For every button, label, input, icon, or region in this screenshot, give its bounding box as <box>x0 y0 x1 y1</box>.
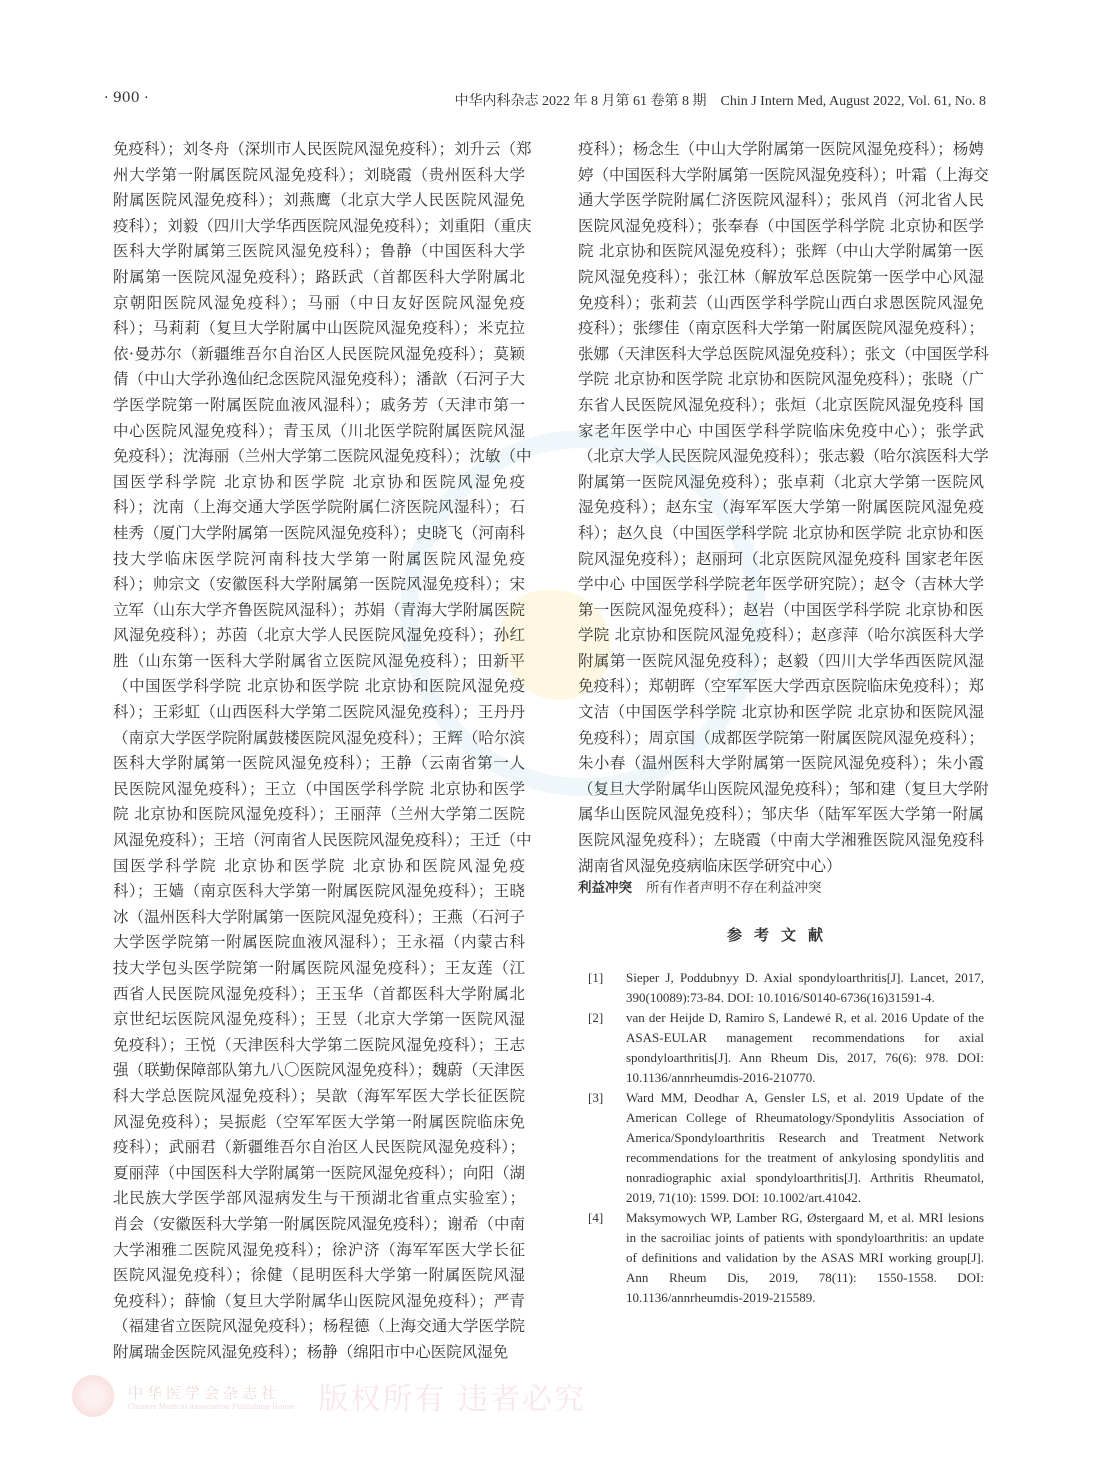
reference-text: Ward MM, Deodhar A, Gensler LS, et al. 2019 Update of the American College of Rheumatology/Spondylitis Association of America/Spondyloarthritis Research and Treatment Network recommendations for the treatment of ankylosing spondylitis and nonradiographic axial spondyloarthritis[J]. Arthritis Rheumatol, 2019, 71(10): 1599. DOI: 10.1002/art.41042. <box>626 1090 984 1205</box>
text-line: 疫科）；武丽君（新疆维吾尔自治区人民医院风湿免疫科）； <box>113 1138 525 1157</box>
text-line: 医院风湿免疫科）；徐健（昆明医科大学第一附属医院风湿 <box>113 1266 525 1285</box>
text-line: 家老年医学中心 中国医学科学院临床免疫中心）；张学武 <box>578 421 984 440</box>
text-line: 朱小春（温州医科大学附属第一医院风湿免疫科）；朱小霞 <box>578 754 984 773</box>
text-line: 风湿免疫科）；吴振彪（空军军医大学第一附属医院临床免 <box>113 1112 525 1131</box>
text-line: 学院 北京协和医院风湿免疫科）；赵彦萍（哈尔滨医科大学 <box>578 626 984 645</box>
reference-number: [2] <box>588 1010 604 1025</box>
text-line: 湖南省风湿免疫病临床医学研究中心） <box>578 856 842 875</box>
text-line: 婷（中国医科大学附属第一医院风湿免疫科）；叶霜（上海交 <box>578 165 989 184</box>
reference-number: [4] <box>588 1210 604 1225</box>
text-line: 科）；王彩虹（山西医科大学第二医院风湿免疫科）；王丹丹 <box>113 703 525 722</box>
text-line: 医院风湿免疫科）；左晓霞（中南大学湘雅医院风湿免疫科 <box>578 831 984 850</box>
reference-text: van der Heijde D, Ramiro S, Landewé R, et al. 2016 Update of the ASAS-EULAR management recommendations for axial spondyloarthritis[J]. Ann Rheum Dis, 2017, 76(6): 978. DOI: 10.1136/annrheumdis-2016-210770. <box>626 1010 984 1085</box>
text-line: 张娜（天津医科大学总医院风湿免疫科）；张文（中国医学科 <box>578 344 989 363</box>
conflict-text: 所有作者声明不存在利益冲突 <box>646 880 822 896</box>
text-line: 附属医院风湿免疫科）；刘燕鹰（北京大学人民医院风湿免 <box>113 191 525 210</box>
text-line: 民医院风湿免疫科）；王立（中国医学科学院 北京协和医学 <box>113 779 525 798</box>
publisher-name: 中华医学会杂志社 <box>128 1383 281 1402</box>
text-line: 医院风湿免疫科）；张奉春（中国医学科学院 北京协和医学 <box>578 216 984 235</box>
conflict-label: 利益冲突 <box>578 880 632 896</box>
text-line: 免疫科）；沈海丽（兰州大学第二医院风湿免疫科）；沈敏（中 <box>113 447 532 466</box>
text-line: 桂秀（厦门大学附属第一医院风湿免疫科）；史晓飞（河南科 <box>113 523 525 542</box>
text-line: 学医学院第一附属医院血液风湿科）；戚务芳（天津市第一 <box>113 395 525 414</box>
text-line: 科）；沈南（上海交通大学医学院附属仁济医院风湿科）；石 <box>113 498 525 517</box>
text-line: 属华山医院风湿免疫科）；邹庆华（陆军军医大学第一附属 <box>578 805 984 824</box>
text-line: 学院 北京协和医学院 北京协和医院风湿免疫科）；张晓（广 <box>578 370 984 389</box>
text-line: 夏丽萍（中国医科大学附属第一医院风湿免疫科）；向阳（湖 <box>113 1163 525 1182</box>
text-line: 院风湿免疫科）；张江林（解放军总医院第一医学中心风湿 <box>578 267 984 286</box>
text-line: 科）；帅宗文（安徽医科大学附属第一医院风湿免疫科）；宋 <box>113 575 525 594</box>
copyright-notice: 版权所有 违者必究 <box>318 1382 586 1417</box>
reference-item <box>588 1008 984 1088</box>
flower-logo-icon <box>72 1375 114 1417</box>
text-line: （复旦大学附属华山医院风湿免疫科）；邹和建（复旦大学附 <box>578 779 989 798</box>
text-line: 国医学科学院 北京协和医学院 北京协和医院风湿免疫 <box>113 856 525 875</box>
text-line: 肖会（安徽医科大学第一附属医院风湿免疫科）；谢希（中南 <box>113 1214 525 1233</box>
text-line: 学中心 中国医学科学院老年医学研究院）；赵令（吉林大学 <box>578 575 984 594</box>
text-line: 冰（温州医科大学附属第一医院风湿免疫科）；王燕（石河子 <box>113 907 525 926</box>
text-line: 文洁（中国医学科学院 北京协和医学院 北京协和医院风湿 <box>578 703 984 722</box>
text-line: 技大学临床医学院河南科技大学第一附属医院风湿免疫 <box>113 549 525 568</box>
text-line: 依·曼苏尔（新疆维吾尔自治区人民医院风湿免疫科）；莫颖 <box>113 344 525 363</box>
text-line: （福建省立医院风湿免疫科）；杨程德（上海交通大学医学院 <box>113 1317 525 1336</box>
text-line: 免疫科）；郑朝晖（空军军医大学西京医院临床免疫科）；郑 <box>578 677 984 696</box>
text-line: 京世纪坛医院风湿免疫科）；王昱（北京大学第一医院风湿 <box>113 1010 525 1029</box>
reference-text: Maksymowych WP, Lamber RG, Østergaard M, et al. MRI lesions in the sacroiliac joints of patients with spondyloarthritis: an update of definitions and validation by the ASAS MRI working group[J]. Ann Rheum Dis, 2019, 78(11): 1550-1558. DOI: 10.1136/annrheumdis-2019-215589. <box>626 1210 984 1305</box>
reference-item <box>588 1208 984 1308</box>
text-line: 湿免疫科）；赵东宝（海军军医大学第一附属医院风湿免疫 <box>578 498 984 517</box>
text-line: （北京大学人民医院风湿免疫科）；张志毅（哈尔滨医科大学 <box>578 447 989 466</box>
text-line: 疫科）；刘毅（四川大学华西医院风湿免疫科）；刘重阳（重庆 <box>113 216 532 235</box>
text-line: （中国医学科学院 北京协和医学院 北京协和医院风湿免疫 <box>113 677 525 696</box>
text-line: 科）；马莉莉（复旦大学附属中山医院风湿免疫科）；米克拉 <box>113 319 525 338</box>
text-line: 院 北京协和医院风湿免疫科）；张辉（中山大学附属第一医 <box>578 242 984 261</box>
text-line: 中心医院风湿免疫科）；青玉凤（川北医学院附属医院风湿 <box>113 421 525 440</box>
text-line: 科）；赵久良（中国医学科学院 北京协和医学院 北京协和医 <box>578 523 984 542</box>
text-line: 技大学包头医学院第一附属医院风湿免疫科）；王友莲（江 <box>113 959 525 977</box>
publisher-name-en: Chinese Medical Association Publishing House <box>128 1402 295 1411</box>
reference-item <box>588 1088 984 1208</box>
reference-number: [1] <box>588 970 604 985</box>
references-heading: 参考文献 <box>726 926 835 944</box>
text-line: 国医学科学院 北京协和医学院 北京协和医院风湿免疫 <box>113 472 525 491</box>
text-line: 立军（山东大学齐鲁医院风湿科）；苏娟（青海大学附属医院 <box>113 600 525 619</box>
text-line: 院风湿免疫科）；赵丽珂（北京医院风湿免疫科 国家老年医 <box>578 549 984 568</box>
text-line: 免疫科）；张莉芸（山西医学科学院山西白求恩医院风湿免 <box>578 293 984 312</box>
text-line: （南京大学医学院附属鼓楼医院风湿免疫科）；王辉（哈尔滨 <box>113 728 525 747</box>
text-line: 强（联勤保障部队第九八〇医院风湿免疫科）；魏蔚（天津医 <box>113 1061 525 1080</box>
running-header: 中华内科杂志 2022 年 8 月第 61 卷第 8 期 Chin J Intern Med, August 2022, Vol. 61, No. 8 <box>454 94 986 109</box>
text-line: 风湿免疫科）；苏茵（北京大学人民医院风湿免疫科）；孙红 <box>113 626 525 645</box>
text-line: 京朝阳医院风湿免疫科）；马丽（中日友好医院风湿免疫 <box>113 293 525 312</box>
text-line: 疫科）；杨念生（中山大学附属第一医院风湿免疫科）；杨娉 <box>578 140 984 158</box>
text-line: 第一医院风湿免疫科）；赵岩（中国医学科学院 北京协和医 <box>578 600 984 619</box>
text-line: 科大学总医院风湿免疫科）；吴歆（海军军医大学长征医院 <box>113 1086 525 1105</box>
text-line: 附属瑞金医院风湿免疫科）；杨静（绵阳市中心医院风湿免 <box>113 1342 509 1361</box>
text-line: 医科大学附属第一医院风湿免疫科）；王静（云南省第一人 <box>113 754 525 773</box>
text-line: 倩（中山大学孙逸仙纪念医院风湿免疫科）；潘歆（石河子大 <box>113 370 525 389</box>
text-line: 免疫科）；周京国（成都医学院第一附属医院风湿免疫科）； <box>578 728 984 747</box>
text-line: 附属第一医院风湿免疫科）；张卓莉（北京大学第一医院风 <box>578 472 984 491</box>
text-line: 风湿免疫科）；王培（河南省人民医院风湿免疫科）；王迁（中 <box>113 831 532 850</box>
text-line: 院 北京协和医院风湿免疫科）；王丽萍（兰州大学第二医院 <box>113 805 525 824</box>
text-line: 附属第一医院风湿免疫科）；赵毅（四川大学华西医院风湿 <box>578 651 984 670</box>
text-line: 附属第一医院风湿免疫科）；路跃武（首都医科大学附属北 <box>113 267 525 286</box>
text-line: 科）；王嫱（南京医科大学第一附属医院风湿免疫科）；王晓 <box>113 882 525 901</box>
text-line: 疫科）；张缪佳（南京医科大学第一附属医院风湿免疫科）； <box>578 319 984 338</box>
right-column <box>578 137 989 879</box>
text-line: 西省人民医院风湿免疫科）；王玉华（首都医科大学附属北 <box>113 984 525 1003</box>
page-number: · 900 · <box>104 90 149 106</box>
reference-number: [3] <box>588 1090 604 1105</box>
text-line: 免疫科）；刘冬舟（深圳市人民医院风湿免疫科）；刘升云（郑 <box>113 140 532 158</box>
reference-list <box>588 968 984 1308</box>
reference-text: Sieper J, Poddubnyy D. Axial spondyloarthritis[J]. Lancet, 2017, 390(10089):73-84. DOI: 10.1016/S0140-6736(16)31591-4. <box>626 970 984 1005</box>
text-line: 医科大学附属第三医院风湿免疫科）；鲁静（中国医科大学 <box>113 242 525 261</box>
text-line: 通大学医学院附属仁济医院风湿科）；张风肖（河北省人民 <box>578 191 984 210</box>
text-line: 大学湘雅二医院风湿免疫科）；徐沪济（海军军医大学长征 <box>113 1240 525 1259</box>
text-line: 北民族大学医学部风湿病发生与干预湖北省重点实验室）； <box>113 1189 525 1208</box>
text-line: 胜（山东第一医科大学附属省立医院风湿免疫科）；田新平 <box>113 651 525 670</box>
text-line: 免疫科）；薛愉（复旦大学附属华山医院风湿免疫科）；严青 <box>113 1291 525 1310</box>
reference-item <box>588 968 984 1008</box>
text-line: 东省人民医院风湿免疫科）；张烜（北京医院风湿免疫科 国 <box>578 395 984 414</box>
publisher-watermark <box>72 1374 586 1418</box>
text-line: 免疫科）；王悦（天津医科大学第二医院风湿免疫科）；王志 <box>113 1035 525 1054</box>
text-line: 大学医学院第一附属医院血液风湿科）；王永福（内蒙古科 <box>113 933 525 952</box>
left-column <box>113 137 532 1366</box>
conflict-of-interest <box>578 877 822 899</box>
text-line: 州大学第一附属医院风湿免疫科）；刘晓霞（贵州医科大学 <box>113 165 525 184</box>
